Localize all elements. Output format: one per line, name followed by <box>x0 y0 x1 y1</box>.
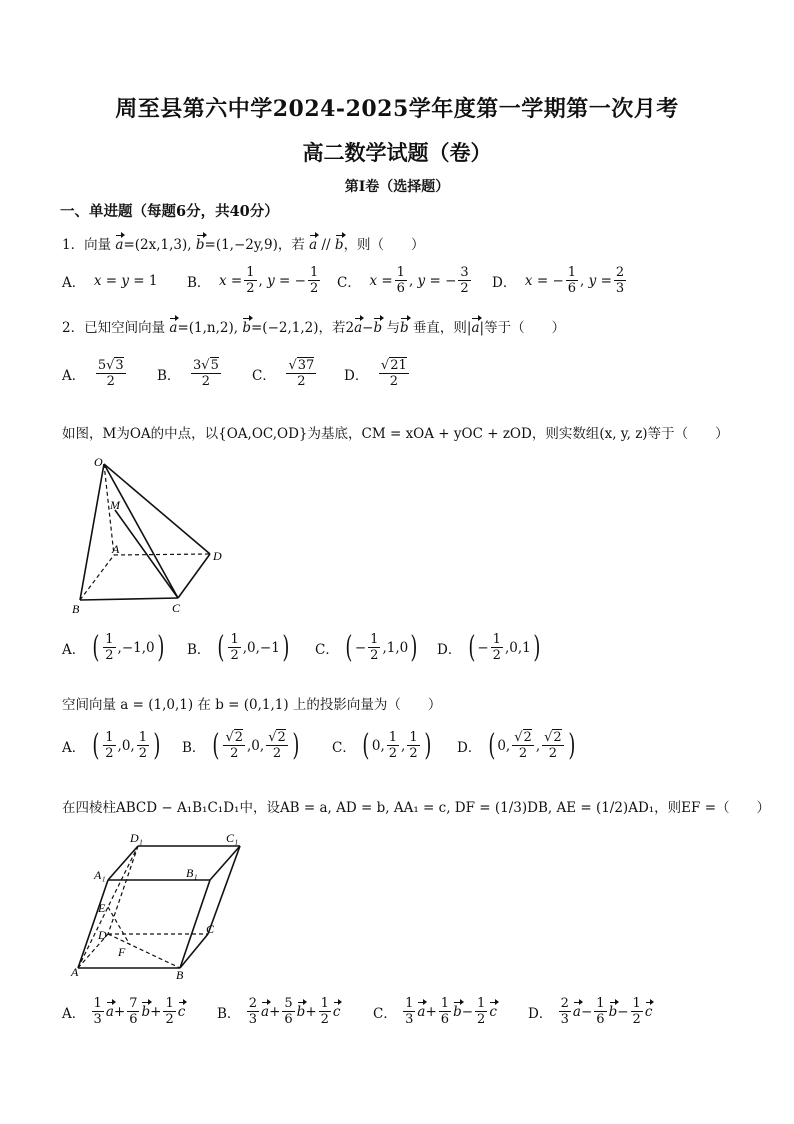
option-a[interactable]: A． ( $\frac{1}{2}$ ,−1,0 ) <box>62 629 164 665</box>
label-o: O <box>94 455 103 469</box>
label-a: A <box>71 965 79 979</box>
question-4-options <box>62 727 577 763</box>
question-2-options <box>62 358 411 389</box>
label-m: M <box>110 498 120 512</box>
question-5: 在四棱柱ABCD − A₁B₁C₁D₁中，设AB = a, AD = b, AA₁ = c, DF = (1/3)DB, AE = (1/2)AD₁，则EF =（ ） <box>62 800 771 816</box>
option-c[interactable]: C． x = $\frac{1}{6}$ , y = − $\frac{3}{2}$ <box>337 265 469 296</box>
question-3: 如图，M为OA的中点，以{OA,OC,OD}为基底，CM = xOA + yOC + zOD，则实数组(x, y, z)等于（ ） <box>62 426 729 442</box>
exam-title: 周至县第六中学2024-2025学年度第一学期第一次月考 <box>115 96 679 122</box>
part-title: 第I卷（选择题） <box>344 179 450 195</box>
question-5-options <box>62 996 652 1027</box>
option-d[interactable]: D． $\frac{√21}{2}$ <box>344 358 407 389</box>
question-3-options <box>62 629 542 665</box>
option-b[interactable]: B． $\frac{2}{3}$ a + $\frac{5}{6}$ b + $\frac{1}{2}$ c <box>217 996 341 1027</box>
option-c[interactable]: C． ( 0, $\frac{1}{2}$ , $\frac{1}{2}$ ) <box>332 727 431 763</box>
option-a[interactable]: A． $\frac{1}{3}$ a + $\frac{7}{6}$ b + $\frac{1}{2}$ c <box>62 996 186 1027</box>
section-heading: 一、单进题（每题6分，共40分） <box>60 203 279 220</box>
label-b: B <box>72 602 80 615</box>
option-a[interactable]: A． $\frac{5√3}{2}$ <box>62 358 124 389</box>
option-d[interactable]: D． x = − $\frac{1}{6}$ , y = $\frac{2}{3}$ <box>492 265 625 296</box>
option-c[interactable]: C． ( − $\frac{1}{2}$ ,1,0 ) <box>315 629 418 665</box>
option-a[interactable]: A． x = y = 1 <box>62 272 158 291</box>
label-c1: C₁ <box>226 831 239 845</box>
option-d[interactable]: D． $\frac{2}{3}$ a − $\frac{1}{6}$ b − $\frac{1}{2}$ c <box>528 996 653 1027</box>
option-b[interactable]: B． x = $\frac{1}{2}$ , y = − $\frac{1}{2}$ <box>187 265 319 296</box>
label-a: A <box>112 542 120 556</box>
question-1-options <box>62 265 628 296</box>
question-2: 2．已知空间向量 a=(1,n,2), b=(−2,1,2)，若2a−b 与b 垂直，则|a|等于（ ） <box>62 320 566 336</box>
pyramid-figure <box>70 450 240 615</box>
label-c: C <box>172 601 181 615</box>
label-f: F <box>118 945 126 959</box>
label-d: D <box>213 549 222 563</box>
option-b[interactable]: B． ( $\frac{1}{2}$ ,0,−1 ) <box>187 629 290 665</box>
label-d: D <box>98 928 107 942</box>
option-a[interactable]: A． ( $\frac{1}{2}$ ,0, $\frac{1}{2}$ ) <box>62 727 161 763</box>
label-b: B <box>176 968 184 982</box>
label-e: E <box>98 901 106 915</box>
option-b[interactable]: B． $\frac{3√5}{2}$ <box>157 358 219 389</box>
option-d[interactable]: D． ( − $\frac{1}{2}$ ,0,1 ) <box>437 629 541 665</box>
option-c[interactable]: C． $\frac{√37}{2}$ <box>252 358 315 389</box>
option-c[interactable]: C． $\frac{1}{3}$ a + $\frac{1}{6}$ b − $\frac{1}{2}$ c <box>373 996 497 1027</box>
question-1: 1．向量 a=(2x,1,3), b=(1,−2y,9)，若 a // b，则（ ） <box>62 237 425 253</box>
option-d[interactable]: D． ( 0, $\frac{√2}{2}$ , $\frac{√2}{2}$ ) <box>457 727 576 763</box>
label-c: C <box>206 922 215 936</box>
label-d1: D₁ <box>130 831 143 845</box>
exam-subtitle: 高二数学试题（卷） <box>302 140 492 165</box>
question-4: 空间向量 a = (1,0,1) 在 b = (0,1,1) 上的投影向量为（ ） <box>62 697 442 713</box>
label-b1: B₁ <box>186 866 198 880</box>
label-a1: A₁ <box>94 868 106 882</box>
option-b[interactable]: B． ( $\frac{√2}{2}$ ,0, $\frac{√2}{2}$ ) <box>182 727 300 763</box>
prism-figure <box>68 826 258 986</box>
